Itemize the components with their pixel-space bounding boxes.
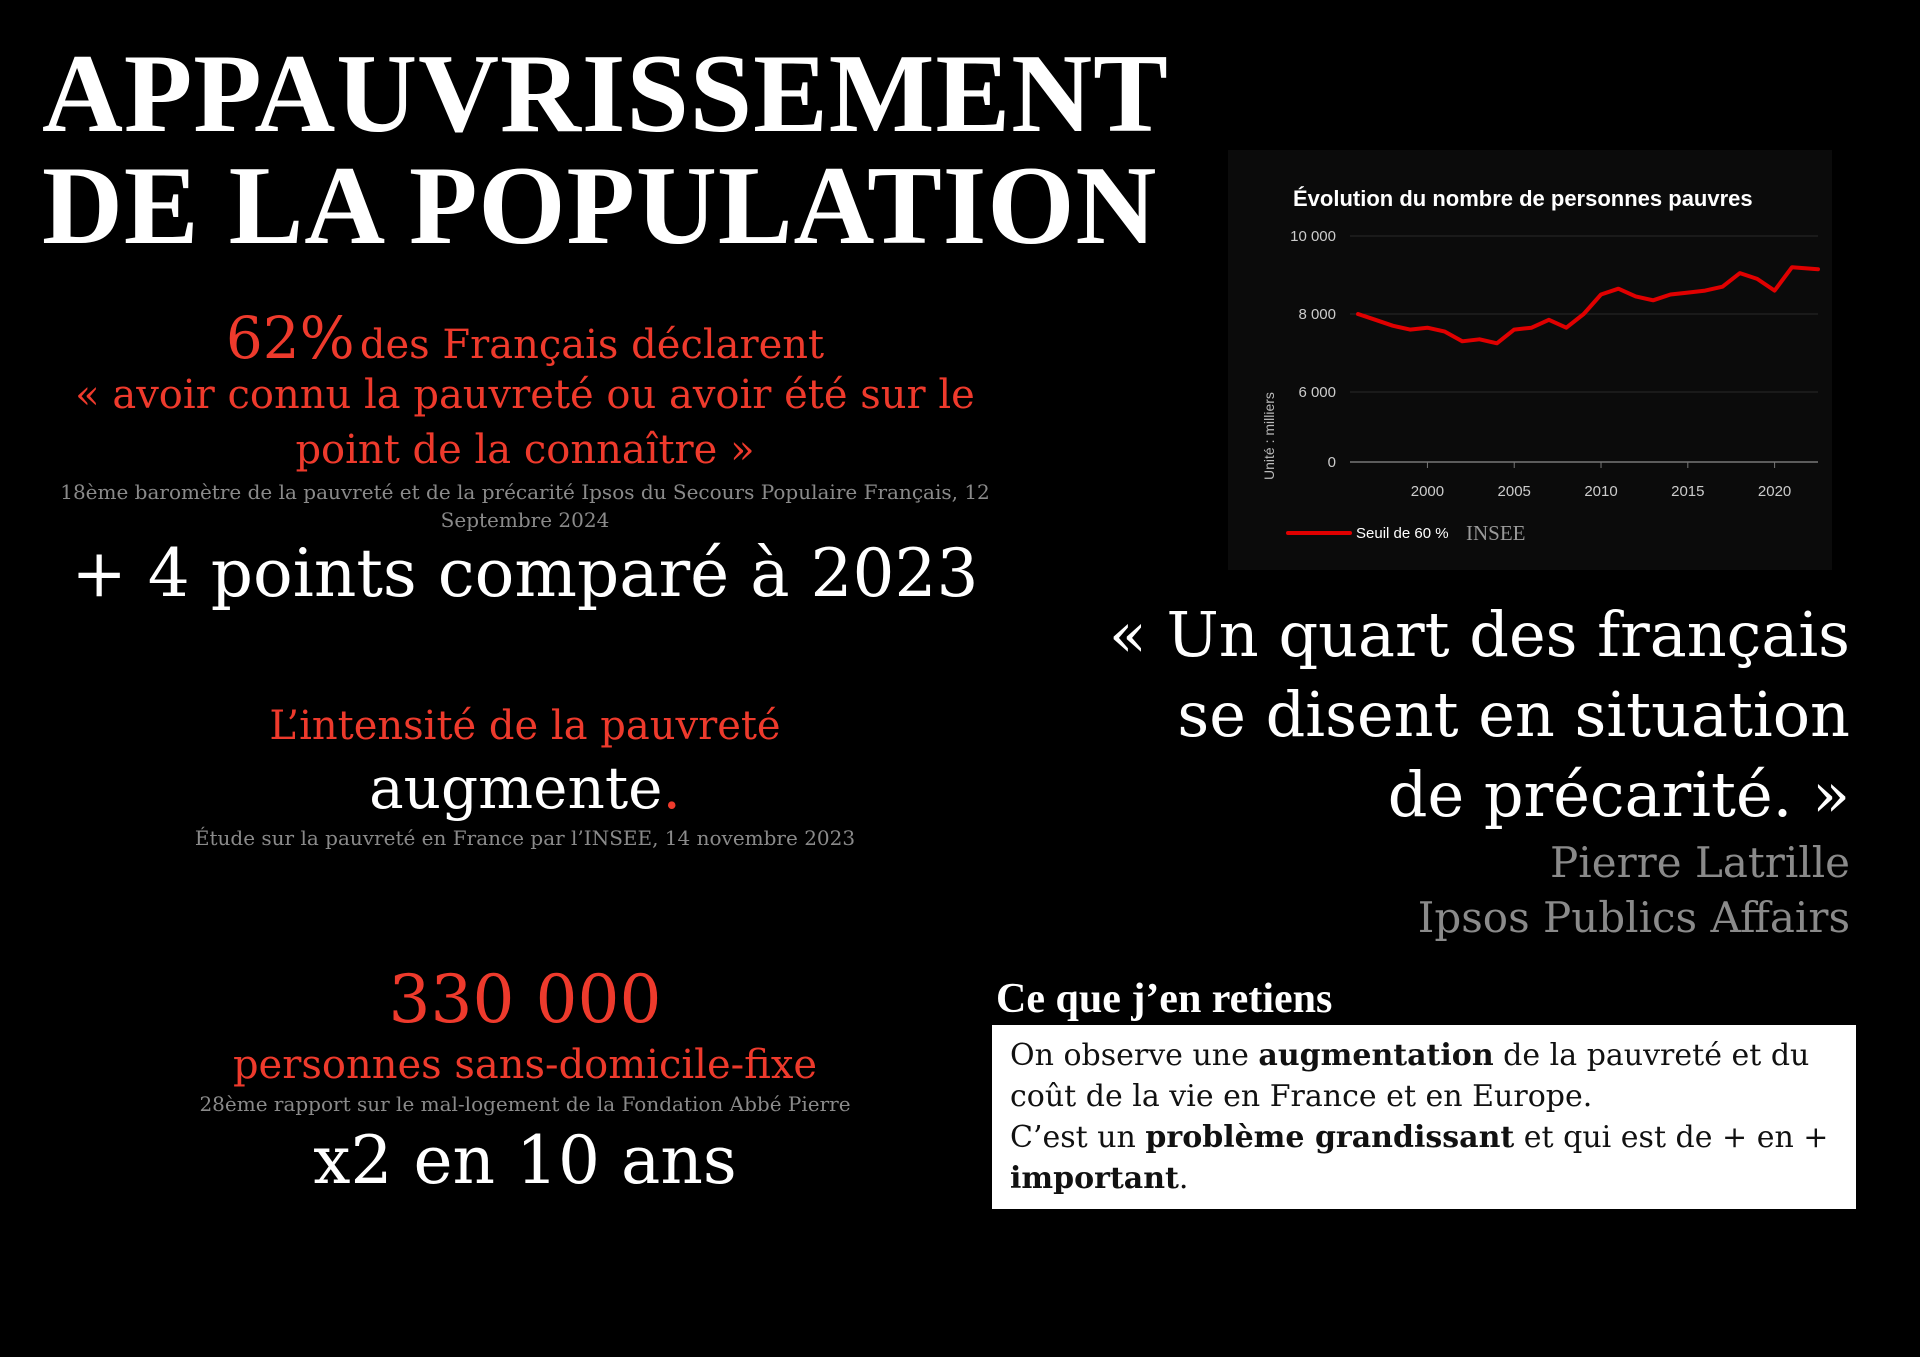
stat-intensity-source: Étude sur la pauvreté en France par l’INSEE, 14 novembre 2023 <box>194 826 856 850</box>
stat-poverty-intensity <box>50 700 1000 852</box>
homeless-label: personnes sans-domicile-fixe <box>232 1042 818 1088</box>
page-title-line2: DE LA POPULATION <box>42 144 1158 268</box>
quote-line3: de précarité. » <box>1387 758 1850 831</box>
takeaway-heading: Ce que j’en retiens <box>996 976 1333 1022</box>
x-tick-label: 2005 <box>1497 483 1531 500</box>
y-tick-label: 8 000 <box>1298 306 1336 323</box>
homeless-number: 330 000 <box>388 961 662 1038</box>
stat-intensity-word: augmente <box>369 754 663 822</box>
y-tick-label: 0 <box>1327 454 1336 471</box>
stat-quote: « avoir connu la pauvreté ou avoir été sur le point de la connaître » <box>75 372 975 473</box>
quote-block <box>1090 595 1850 945</box>
chart-title: Évolution du nombre de personnes pauvres <box>1293 186 1753 211</box>
stat-lead: des Français déclarent <box>359 322 825 368</box>
stat-intensity-value <box>50 752 1000 824</box>
quote-line2: se disent en situation <box>1177 678 1850 751</box>
legend-label: Seuil de 60 % <box>1356 525 1449 542</box>
stat-source: 18ème baromètre de la pauvreté et de la précarité Ipsos du Secours Populaire Français, 12 Septembre 2024 <box>60 480 990 532</box>
red-dot: . <box>662 754 681 822</box>
page-title <box>42 32 1169 268</box>
takeaway-bold: problème grandissant <box>1145 1120 1515 1155</box>
takeaway-text: On observe une <box>1010 1038 1259 1073</box>
homeless-source: 28ème rapport sur le mal-logement de la Fondation Abbé Pierre <box>199 1092 851 1116</box>
takeaway-bold: important <box>1010 1161 1179 1196</box>
takeaway-text: C’est un <box>1010 1120 1146 1155</box>
poverty-chart-svg <box>1228 150 1832 570</box>
stat-homeless <box>50 960 1000 1204</box>
takeaway-text: de la pauvreté et du coût de la vie en France et en Europe. <box>1010 1038 1810 1114</box>
quote-author: Pierre Latrille <box>1550 838 1850 887</box>
homeless-trend: x2 en 10 ans <box>313 1122 737 1199</box>
x-tick-label: 2015 <box>1671 483 1705 500</box>
stat-intensity-label: L’intensité de la pauvreté <box>269 703 781 749</box>
takeaway-text: et qui est de + en + <box>1514 1120 1829 1155</box>
chart-source: INSEE <box>1466 521 1526 545</box>
page-title-line1: APPAUVRISSEMENT <box>42 32 1169 156</box>
takeaway-text: . <box>1178 1161 1189 1196</box>
quote-line1: « Un quart des français <box>1108 598 1850 671</box>
quote-org: Ipsos Publics Affairs <box>1417 893 1850 942</box>
takeaway-paragraph-2 <box>1010 1117 1838 1199</box>
x-tick-label: 2010 <box>1584 483 1618 500</box>
takeaway-paragraph-1 <box>1010 1035 1838 1117</box>
x-tick-label: 2020 <box>1757 483 1792 500</box>
stat-percent: 62% <box>225 304 355 372</box>
x-tick-label: 2000 <box>1410 483 1445 500</box>
series-line <box>1358 267 1818 343</box>
takeaway-bold: augmentation <box>1258 1038 1494 1073</box>
takeaway-box <box>992 1025 1856 1209</box>
poverty-chart <box>1228 150 1832 570</box>
y-tick-label: 6 000 <box>1298 384 1336 401</box>
stat-poverty-experience <box>50 304 1000 614</box>
y-tick-label: 10 000 <box>1290 228 1336 245</box>
stat-comparison: + 4 points comparé à 2023 <box>71 535 979 612</box>
y-axis-label: Unité : milliers <box>1261 392 1277 480</box>
